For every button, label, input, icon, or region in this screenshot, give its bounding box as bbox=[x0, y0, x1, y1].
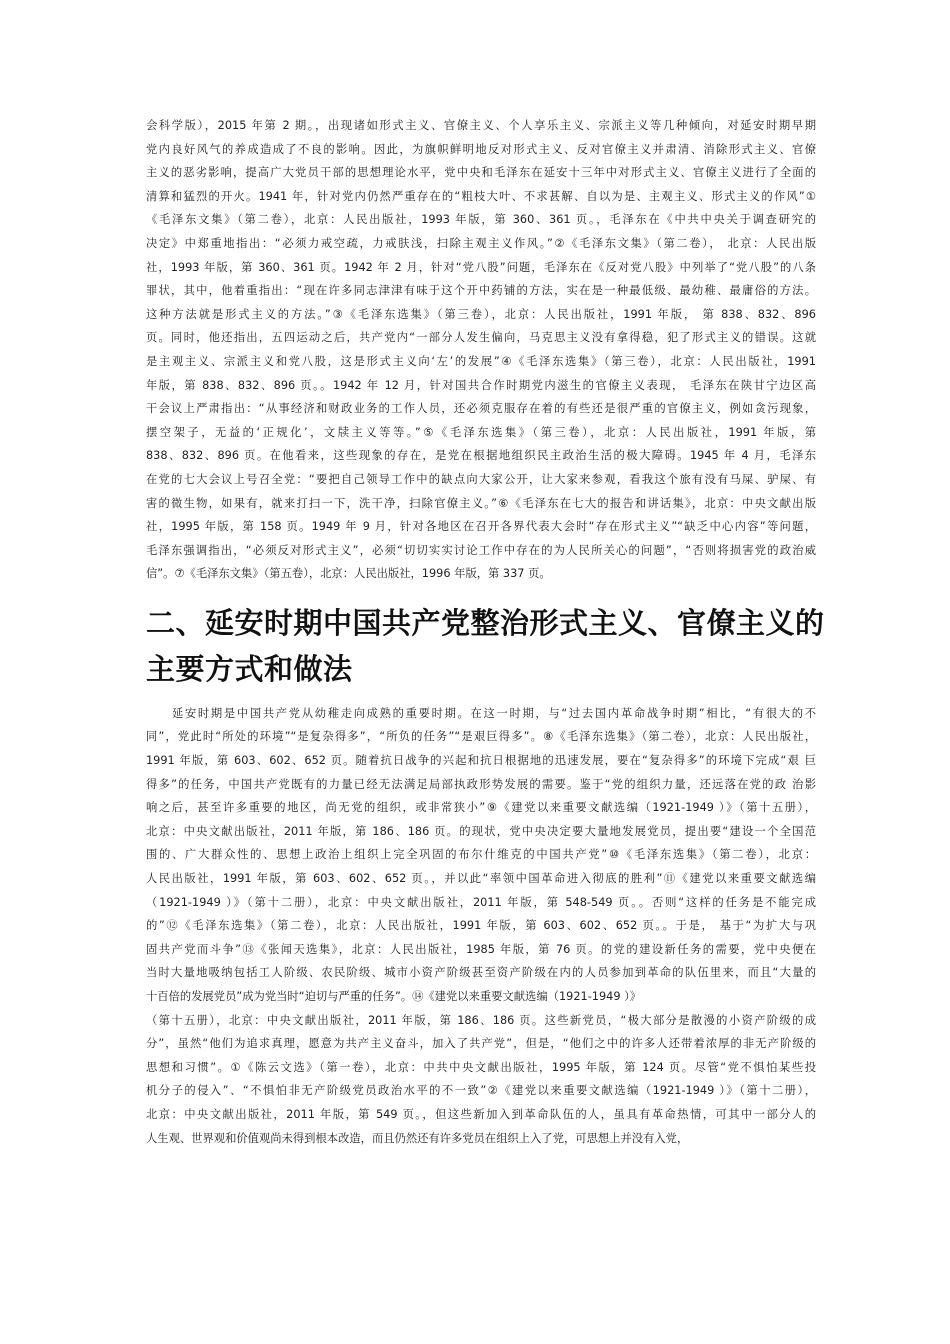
text-line: 围的、广大群众性的、思想上政治上组织上完全巩固的布尔什维克的中国共产党”⑩《毛泽东选集》（第二卷），北京： bbox=[146, 848, 816, 862]
text-line: 这种方法就是形式主义的方法。”③《毛泽东选集》（第三卷），北京：人民出版社，1991 年版， 第 838、832、896 bbox=[146, 307, 816, 321]
text-line: 信”。⑦《毛泽东文集》（第五卷），北京：人民出版社，1996 年版，第 337 页。 bbox=[146, 567, 551, 581]
text-line: 分”，虽然“他们为追求真理，愿意为共产主义奋斗，加入了共产党”，但是，“他们之中的许多人还带着浓厚的非无产阶级的 bbox=[146, 1037, 816, 1051]
page-content bbox=[146, 114, 825, 1150]
section-heading bbox=[146, 600, 825, 692]
body-paragraph-1 bbox=[146, 114, 816, 586]
text-line: 当时大量地吸纳包括工人阶级、农民阶级、城市小资产阶级甚至资产阶级在内的人员参加到革命的队伍里来，而且“大量的 bbox=[146, 966, 816, 980]
text-line: 响之后，甚至许多重要的地区，尚无党的组织，或非常狭小”⑨《建党以来重要文献选编（1921-1949 ）》（第十五册）， bbox=[146, 801, 816, 815]
text-line: 清算和猛烈的开火。1941 年，针对党内仍然严重存在的“粗枝大叶、不求甚解、自以为是、主观主义、形式主义的作风”① bbox=[146, 189, 816, 203]
text-line: 得多”的任务，中国共产党既有的力量已经无法满足局部执政形势发展的需要。鉴于“党的组织力量，还远落在党的政 治影 bbox=[146, 777, 816, 791]
heading-line: 二、延安时期中国共产党整治形式主义、官僚主义的 bbox=[146, 605, 825, 640]
text-line: 人民出版社，1991 年版，第 603、602、652 页。，并以此“率领中国革命进入彻底的胜利”⑪《建党以来重要文献选编 bbox=[146, 872, 816, 886]
text-line: 思想和习惯”。①《陈云文选》（第一卷），北京：中共中央文献出版社，1995 年版，第 124 页。尽管“党不惧怕某些投 bbox=[146, 1060, 816, 1074]
text-line: 十百倍的发展党员”成为党当时“迫切与严重的任务”。⑭《建党以来重要文献选编（1921-1949 ）》 bbox=[146, 990, 642, 1003]
text-line: 的”⑫《毛泽东选集》（第二卷），北京：人民出版社，1991 年版，第 603、602、652 页。。于是， 基于“为扩大与巩 bbox=[146, 919, 816, 933]
text-line: （第十五册），北京：中央文献出版社，2011 年版，第 186、186 页。这些新党员，“极大部分是散漫的小资产阶级的成 bbox=[146, 1013, 816, 1027]
text-line: 罪状，其中，他着重指出：“现在许多同志津津有味于这个开中药铺的方法，实在是一种最低级、最幼稚、最庸俗的方法。 bbox=[146, 284, 816, 298]
text-line: 固共产党而斗争”⑬《张闻天选集》，北京：人民出版社，1985 年版，第 76 页。的党的建设新任务的需要，党中央便在 bbox=[146, 942, 816, 956]
text-line: 人生观、世界观和价值观尚未得到根本改造，而且仍然还有许多党员在组织上入了党，可思想上并没有入党， bbox=[146, 1131, 689, 1145]
text-line: 党内良好风气的养成造成了不良的影响。因此，为旗帜鲜明地反对形式主义、反对官僚主义并肃清、消除形式主义、官僚 bbox=[146, 142, 816, 156]
body-paragraph-2 bbox=[146, 702, 816, 1150]
text-line: 是主观主义、宗派主义和党八股，这是形式主义向‘左’的发展”④《毛泽东选集》（第三卷），北京：人民出版社，1991 bbox=[146, 354, 816, 368]
text-line: 会科学版），2015 年第 2 期。，出现诸如形式主义、官僚主义、个人享乐主义、宗派主义等几种倾向，对延安时期早期 bbox=[146, 119, 816, 132]
text-line: 毛泽东强调指出，“必须反对形式主义”，必须“切切实实讨论工作中存在的为人民所关心的问题”，“否则将损害党的政治威 bbox=[146, 543, 816, 557]
text-line: 《毛泽东文集》（第二卷），北京：人民出版社，1993 年版，第 360、361 页。，毛泽东在《中共中央关于调查研究的 bbox=[146, 213, 816, 227]
text-line: 北京：中央文献出版社，2011 年版，第 549 页。，但这些新加入到革命队伍的人，虽具有革命热情，可其中一部分人的 bbox=[146, 1107, 816, 1121]
text-line: 害的微生物，如果有，就来打扫一下，洗干净，扫除官僚主义。”⑥《毛泽东在七大的报告和讲话集》，北京：中央文献出版 bbox=[146, 496, 816, 510]
text-line: 838、832、896 页。在他看来，这些现象的存在，是党在根据地组织民主政治生活的极大障碍。1945 年 4 月，毛泽东 bbox=[146, 449, 816, 463]
text-line: 社，1995 年版，第 158 页。1949 年 9 月，针对各地区在召开各界代表大会时“存在形式主义”“缺乏中心内容”等问题， bbox=[146, 520, 816, 534]
text-line: 摆空架子，无益的‘正规化’，文牍主义等等。”⑤《毛泽东选集》（第三卷），北京：人民出版社，1991 年版，第 bbox=[146, 425, 816, 439]
text-line: 决定》中郑重地指出：“必须力戒空疏，力戒肤浅，扫除主观主义作风。”②《毛泽东文集》（第二卷）， 北京：人民出版 bbox=[146, 236, 816, 250]
heading-line: 主要方式和做法 bbox=[146, 651, 353, 686]
text-line: 社，1993 年版，第 360、361 页。1942 年 2 月，针对“党八股”问题，毛泽东在《反对党八股》中列举了“党八股”的八条 bbox=[146, 260, 816, 274]
text-line: 在党的七大会议上号召全党：“要把自己领导工作中的缺点向大家公开，让大家来参观，看我这个旅有没有马屎、驴屎、有 bbox=[146, 472, 816, 486]
text-line: 年版，第 838、832、896 页。。1942 年 12 月，针对国共合作时期党内滋生的官僚主义表现， 毛泽东在陕甘宁边区高 bbox=[146, 378, 816, 392]
text-line: 1991 年版，第 603、602、652 页。随着抗日战争的兴起和抗日根据地的迅速发展，要在“复杂得多”的环境下完成“艰 巨 bbox=[146, 754, 816, 768]
text-line: 机分子的侵入”、“不惧怕非无产阶级党员政治水平的不一致”②《建党以来重要文献选编（1921-1949 ）》（第十二册）， bbox=[146, 1084, 816, 1098]
text-line: 同”，党此时“所处的环境”“是复杂得多”，“所负的任务”“是艰巨得多”。⑧《毛泽东选集》（第二卷），北京：人民出版社， bbox=[146, 730, 816, 744]
text-line: 主义的恶劣影响，提高广大党员干部的思想理论水平，党中央和毛泽东在延安十三年中对形式主义、官僚主义进行了全面的 bbox=[146, 166, 816, 180]
text-line: 延安时期是中国共产党从幼稚走向成熟的重要时期。在这一时期，与“过去国内革命战争时期”相比，“有很大的不 bbox=[146, 706, 816, 720]
text-line: 北京：中央文献出版社，2011 年版，第 186、186 页。的现状，党中央决定要大量地发展党员，提出要“建设一个全国范 bbox=[146, 824, 816, 838]
text-line: 页。同时，他还指出，五四运动之后，共产党内“一部分人发生偏向，马克思主义没有拿得稳，犯了形式主义的错误。这就 bbox=[146, 331, 816, 345]
text-line: 干会议上严肃指出：“从事经济和财政业务的工作人员，还必须克服存在着的有些还是很严重的官僚主义，例如贪污现象， bbox=[146, 402, 816, 416]
text-line: （1921-1949 ）》（第十二册），北京：中央文献出版社，2011 年版，第 548-549 页。。否则“这样的任务是不能完成 bbox=[146, 895, 816, 909]
